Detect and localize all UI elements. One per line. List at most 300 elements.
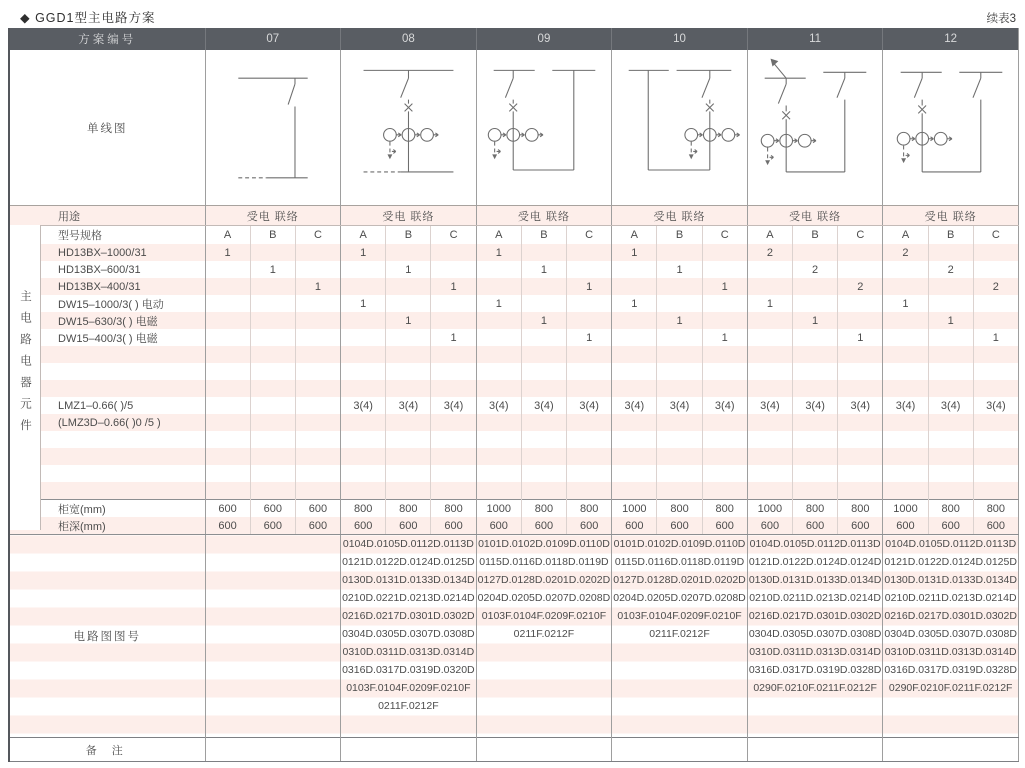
component-value xyxy=(386,329,431,346)
component-value xyxy=(341,346,386,363)
cabinet-width-value: 800 xyxy=(431,500,476,518)
component-value xyxy=(973,448,1018,465)
cabinet-width-value: 1000 xyxy=(747,500,792,518)
cabinet-width-value: 800 xyxy=(973,500,1018,518)
scheme-number: 11 xyxy=(747,28,883,50)
component-value xyxy=(883,261,928,278)
component-value: 1 xyxy=(883,295,928,312)
component-value xyxy=(928,346,973,363)
component-value xyxy=(612,482,657,500)
subcolumn-header: C xyxy=(838,226,883,245)
component-value: 1 xyxy=(567,329,612,346)
component-value xyxy=(747,363,792,380)
component-value xyxy=(883,329,928,346)
component-value xyxy=(928,448,973,465)
cabinet-width-value: 1000 xyxy=(883,500,928,518)
component-value xyxy=(341,278,386,295)
single-line-diagram-07 xyxy=(209,54,337,202)
component-value xyxy=(973,414,1018,431)
component-value xyxy=(612,448,657,465)
subcolumn-header: A xyxy=(205,226,250,245)
component-value xyxy=(973,261,1018,278)
component-label: LMZ1–0.66( )/5 xyxy=(9,397,205,414)
component-value xyxy=(521,465,566,482)
cabinet-depth-value: 600 xyxy=(341,517,386,535)
component-value xyxy=(973,346,1018,363)
drawing-code-line: 0211F.0212F xyxy=(378,700,439,712)
drawing-code-line: 0104D.0105D.0112D.0113D xyxy=(885,538,1017,550)
component-value: 1 xyxy=(612,295,657,312)
component-value: 1 xyxy=(521,261,566,278)
component-value: 3(4) xyxy=(702,397,747,414)
remark-row xyxy=(9,738,1018,762)
remark-cell xyxy=(205,738,341,762)
component-value xyxy=(973,244,1018,261)
cabinet-depth-value: 600 xyxy=(838,517,883,535)
component-value: 3(4) xyxy=(928,397,973,414)
component-value: 1 xyxy=(973,329,1018,346)
component-value xyxy=(973,431,1018,448)
component-value xyxy=(295,244,340,261)
component-value xyxy=(747,414,792,431)
component-value: 1 xyxy=(612,244,657,261)
component-value xyxy=(205,312,250,329)
component-value xyxy=(838,482,883,500)
component-row xyxy=(9,295,1018,312)
remark-cell xyxy=(341,738,477,762)
component-value xyxy=(476,329,521,346)
component-value xyxy=(205,278,250,295)
drawing-code-line: 0290F.0210F.0211F.0212F xyxy=(888,682,1013,694)
component-value: 3(4) xyxy=(386,397,431,414)
component-value xyxy=(431,244,476,261)
component-value xyxy=(928,465,973,482)
single-line-diagram-08 xyxy=(344,54,472,202)
component-value xyxy=(250,346,295,363)
component-value xyxy=(521,431,566,448)
component-value xyxy=(250,380,295,397)
component-value xyxy=(702,380,747,397)
component-value xyxy=(793,482,838,500)
component-value xyxy=(295,414,340,431)
single-line-diagram-12 xyxy=(887,54,1015,202)
component-value xyxy=(295,448,340,465)
component-value xyxy=(521,278,566,295)
component-value xyxy=(883,482,928,500)
component-value xyxy=(476,312,521,329)
component-value: 1 xyxy=(250,261,295,278)
drawing-number-cell xyxy=(612,535,748,738)
component-row xyxy=(9,278,1018,295)
component-value: 2 xyxy=(793,261,838,278)
component-value: 1 xyxy=(747,295,792,312)
component-value xyxy=(838,431,883,448)
subcolumn-header: A xyxy=(341,226,386,245)
component-label: DW15–400/3( ) 电磁 xyxy=(9,329,205,346)
drawing-code-line: 0115D.0116D.0118D.0119D xyxy=(614,556,745,568)
component-value xyxy=(386,431,431,448)
drawing-code-line: 0127D.0128D.0201D.0202D xyxy=(613,574,746,586)
component-value xyxy=(793,414,838,431)
drawing-code-line: 0130D.0131D.0133D.0134D xyxy=(884,574,1017,586)
component-value xyxy=(341,465,386,482)
cabinet-depth-value: 600 xyxy=(612,517,657,535)
component-value xyxy=(521,363,566,380)
cabinet-depth-value: 600 xyxy=(521,517,566,535)
component-value xyxy=(928,329,973,346)
component-value xyxy=(295,312,340,329)
cabinet-width-value: 800 xyxy=(702,500,747,518)
component-value xyxy=(521,295,566,312)
diagram-cell xyxy=(883,50,1019,206)
drawing-code-line: 0104D.0105D.0112D.0113D xyxy=(749,538,881,550)
component-row xyxy=(9,465,1018,482)
remark-cell xyxy=(612,738,748,762)
component-value: 3(4) xyxy=(567,397,612,414)
drawing-code-line: 0115D.0116D.0118D.0119D xyxy=(479,556,609,568)
component-row xyxy=(9,397,1018,414)
page-title: ◆ GGD1型主电路方案 xyxy=(20,11,156,25)
diagram-cell xyxy=(476,50,612,206)
component-value xyxy=(702,244,747,261)
component-value xyxy=(928,482,973,500)
component-value xyxy=(657,363,702,380)
component-value xyxy=(702,312,747,329)
drawing-code-line: 0210D.0211D.0213D.0214D xyxy=(749,592,881,604)
component-value xyxy=(431,380,476,397)
cabinet-depth-value: 600 xyxy=(928,517,973,535)
component-value xyxy=(612,380,657,397)
subcolumn-header: C xyxy=(567,226,612,245)
component-value xyxy=(702,482,747,500)
component-value: 3(4) xyxy=(793,397,838,414)
component-value: 1 xyxy=(702,278,747,295)
component-value xyxy=(883,465,928,482)
usage-value: 受电 联络 xyxy=(747,206,883,226)
drawing-code-line: 0101D.0102D.0109D.0110D xyxy=(478,538,610,550)
subcolumn-header: C xyxy=(973,226,1018,245)
subcolumn-header: A xyxy=(476,226,521,245)
drawing-code-line: 0290F.0210F.0211F.0212F xyxy=(753,682,877,694)
component-value xyxy=(431,312,476,329)
component-value xyxy=(476,431,521,448)
subcolumn-header: B xyxy=(250,226,295,245)
drawing-code-line: 0130D.0131D.0133D.0134D xyxy=(748,574,882,586)
component-value xyxy=(657,295,702,312)
component-value xyxy=(476,363,521,380)
subcolumn-header: A xyxy=(883,226,928,245)
cabinet-width-value: 800 xyxy=(521,500,566,518)
component-value xyxy=(612,329,657,346)
component-value xyxy=(250,414,295,431)
spec-header-row xyxy=(9,226,1018,245)
component-row xyxy=(9,482,1018,500)
scheme-number-label: 方案编号 xyxy=(9,28,205,50)
component-label: (LMZ3D–0.66( )0 /5 ) xyxy=(9,414,205,431)
component-value: 1 xyxy=(205,244,250,261)
component-value xyxy=(521,482,566,500)
cabinet-depth-value: 600 xyxy=(386,517,431,535)
component-value xyxy=(883,312,928,329)
component-value xyxy=(838,244,883,261)
component-value xyxy=(747,312,792,329)
diagram-cell xyxy=(205,50,341,206)
component-row xyxy=(9,244,1018,261)
component-value xyxy=(928,414,973,431)
diagram-cell xyxy=(747,50,883,206)
drawing-code-line: 0103F.0104F.0209F.0210F xyxy=(346,682,471,694)
component-value xyxy=(657,244,702,261)
usage-row xyxy=(9,206,1018,226)
component-value: 1 xyxy=(341,295,386,312)
catalog-page xyxy=(8,4,1018,762)
diagram-row xyxy=(9,50,1018,206)
component-value xyxy=(657,278,702,295)
component-row xyxy=(9,312,1018,329)
component-value xyxy=(431,346,476,363)
diagram-cell xyxy=(612,50,748,206)
drawing-code-line: 0127D.0128D.0201D.0202D xyxy=(477,574,611,586)
component-value xyxy=(793,465,838,482)
component-value: 3(4) xyxy=(476,397,521,414)
component-value xyxy=(838,295,883,312)
component-value xyxy=(295,482,340,500)
drawing-number-row xyxy=(9,535,1018,738)
remark-cell xyxy=(476,738,612,762)
component-value xyxy=(657,380,702,397)
drawing-number-label: 电路图图号 xyxy=(9,535,205,738)
component-value xyxy=(431,448,476,465)
component-value xyxy=(205,329,250,346)
component-value: 2 xyxy=(838,278,883,295)
scheme-number: 08 xyxy=(341,28,477,50)
component-value xyxy=(250,312,295,329)
subcolumn-header: C xyxy=(702,226,747,245)
component-value xyxy=(431,431,476,448)
component-value xyxy=(295,363,340,380)
component-value xyxy=(973,312,1018,329)
component-value xyxy=(657,431,702,448)
drawing-number-cell xyxy=(883,535,1019,738)
subcolumn-header: B xyxy=(657,226,702,245)
component-value xyxy=(386,363,431,380)
component-value xyxy=(657,329,702,346)
component-value xyxy=(702,363,747,380)
component-value: 1 xyxy=(386,261,431,278)
component-value xyxy=(567,414,612,431)
component-value xyxy=(567,295,612,312)
component-value xyxy=(476,261,521,278)
remark-cell xyxy=(747,738,883,762)
subcolumn-header: A xyxy=(612,226,657,245)
component-value xyxy=(657,482,702,500)
cabinet-depth-value: 600 xyxy=(657,517,702,535)
drawing-code-line: 0216D.0217D.0301D.0302D xyxy=(748,610,882,622)
component-value: 2 xyxy=(747,244,792,261)
component-value xyxy=(973,363,1018,380)
component-value: 1 xyxy=(476,244,521,261)
cabinet-depth-value: 600 xyxy=(295,517,340,535)
component-value: 3(4) xyxy=(973,397,1018,414)
component-value: 1 xyxy=(657,312,702,329)
usage-value: 受电 联络 xyxy=(476,206,612,226)
component-value: 3(4) xyxy=(838,397,883,414)
component-label: HD13BX–600/31 xyxy=(9,261,205,278)
component-value xyxy=(341,312,386,329)
component-value xyxy=(476,465,521,482)
drawing-code-line: 0216D.0217D.0301D.0302D xyxy=(342,610,475,622)
component-row xyxy=(9,261,1018,278)
subcolumn-header: C xyxy=(431,226,476,245)
drawing-code-line: 0121D.0122D.0124D.0125D xyxy=(884,556,1017,568)
component-value xyxy=(973,482,1018,500)
drawing-code-line: 0211F.0212F xyxy=(649,628,710,640)
subcolumn-header: B xyxy=(521,226,566,245)
component-value xyxy=(747,380,792,397)
subcolumn-header: A xyxy=(747,226,792,245)
component-row xyxy=(9,346,1018,363)
component-value xyxy=(883,346,928,363)
component-value xyxy=(341,380,386,397)
cabinet-depth-value: 600 xyxy=(793,517,838,535)
component-value xyxy=(793,380,838,397)
component-value xyxy=(205,397,250,414)
component-value xyxy=(431,363,476,380)
component-value xyxy=(250,482,295,500)
drawing-code-line: 0216D.0217D.0301D.0302D xyxy=(884,610,1017,622)
component-value xyxy=(250,329,295,346)
component-row xyxy=(9,431,1018,448)
component-value xyxy=(567,380,612,397)
component-value: 3(4) xyxy=(657,397,702,414)
component-value xyxy=(793,346,838,363)
component-value: 2 xyxy=(883,244,928,261)
drawing-code-line: 0211F.0212F xyxy=(513,628,575,640)
side-label: 主电路电器元件 xyxy=(19,290,31,441)
component-value: 3(4) xyxy=(431,397,476,414)
scheme-table xyxy=(8,28,1019,762)
component-value: 1 xyxy=(341,244,386,261)
component-value: 1 xyxy=(567,278,612,295)
component-value xyxy=(431,465,476,482)
component-value xyxy=(521,346,566,363)
component-value xyxy=(521,414,566,431)
cabinet-depth-value: 600 xyxy=(250,517,295,535)
component-value xyxy=(702,346,747,363)
component-value xyxy=(386,448,431,465)
component-value xyxy=(567,261,612,278)
component-value xyxy=(747,465,792,482)
drawing-code-line: 0204D.0205D.0207D.0208D xyxy=(613,592,746,604)
component-value xyxy=(431,261,476,278)
component-value xyxy=(250,448,295,465)
component-value xyxy=(657,465,702,482)
subcolumn-header: B xyxy=(386,226,431,245)
component-value xyxy=(838,312,883,329)
component-value xyxy=(702,465,747,482)
component-value xyxy=(205,346,250,363)
component-value xyxy=(521,380,566,397)
cabinet-width-value: 600 xyxy=(205,500,250,518)
drawing-code-line: 0204D.0205D.0207D.0208D xyxy=(477,592,611,604)
component-value xyxy=(747,346,792,363)
component-value xyxy=(295,465,340,482)
component-value xyxy=(476,278,521,295)
component-value xyxy=(295,261,340,278)
component-value xyxy=(973,295,1018,312)
component-value xyxy=(341,329,386,346)
cabinet-depth-value: 600 xyxy=(205,517,250,535)
component-row xyxy=(9,363,1018,380)
component-row xyxy=(9,329,1018,346)
component-value xyxy=(431,414,476,431)
component-value xyxy=(747,482,792,500)
component-value xyxy=(476,346,521,363)
component-value: 1 xyxy=(793,312,838,329)
component-value xyxy=(567,244,612,261)
component-row xyxy=(9,414,1018,431)
component-value: 1 xyxy=(386,312,431,329)
component-value xyxy=(612,431,657,448)
cabinet-width-value: 800 xyxy=(838,500,883,518)
component-value: 1 xyxy=(431,278,476,295)
component-value xyxy=(657,414,702,431)
component-label: HD13BX–1000/31 xyxy=(9,244,205,261)
scheme-number: 12 xyxy=(883,28,1019,50)
drawing-code-line: 0121D.0122D.0124D.0124D xyxy=(748,556,882,568)
cabinet-width-value: 800 xyxy=(657,500,702,518)
component-value xyxy=(295,397,340,414)
component-value xyxy=(341,431,386,448)
component-value xyxy=(295,431,340,448)
component-value xyxy=(838,448,883,465)
component-value xyxy=(883,448,928,465)
component-value xyxy=(476,414,521,431)
component-value xyxy=(386,482,431,500)
component-value xyxy=(205,465,250,482)
component-value: 2 xyxy=(928,261,973,278)
cabinet-depth-value: 600 xyxy=(973,517,1018,535)
component-value xyxy=(567,346,612,363)
component-value xyxy=(386,465,431,482)
usage-value: 受电 联络 xyxy=(205,206,341,226)
cabinet-width-value: 1000 xyxy=(476,500,521,518)
component-value xyxy=(295,295,340,312)
drawing-code-line: 0103F.0104F.0209F.0210F xyxy=(481,610,607,622)
component-value xyxy=(793,448,838,465)
drawing-code-line: 0101D.0102D.0109D.0110D xyxy=(613,538,746,550)
subcolumn-header: B xyxy=(793,226,838,245)
cabinet-width-value: 800 xyxy=(793,500,838,518)
component-value xyxy=(431,482,476,500)
component-value: 3(4) xyxy=(521,397,566,414)
component-value: 3(4) xyxy=(612,397,657,414)
component-value xyxy=(250,295,295,312)
component-value xyxy=(521,244,566,261)
component-value: 1 xyxy=(431,329,476,346)
subcolumn-header: B xyxy=(928,226,973,245)
diagram-cell xyxy=(341,50,477,206)
drawing-code-line: 0304D.0305D.0307D.0308D xyxy=(342,628,475,640)
component-value xyxy=(612,363,657,380)
remark-label: 备 注 xyxy=(9,738,205,762)
component-value xyxy=(883,278,928,295)
component-value: 1 xyxy=(657,261,702,278)
component-label: DW15–630/3( ) 电磁 xyxy=(9,312,205,329)
drawing-code-line: 0210D.0221D.0213D.0214D xyxy=(342,592,475,604)
component-value xyxy=(612,312,657,329)
component-value xyxy=(567,482,612,500)
